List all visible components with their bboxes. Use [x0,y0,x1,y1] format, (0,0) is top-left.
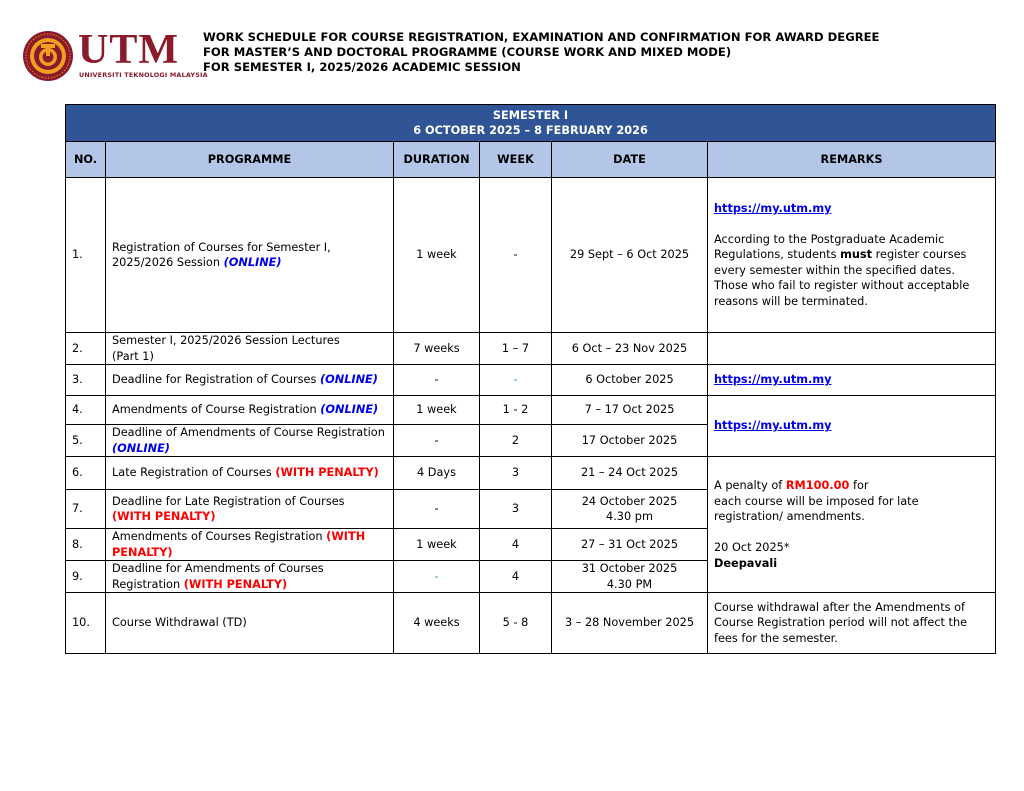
row-date: 6 Oct – 23 Nov 2025 [552,333,708,365]
myutm-link[interactable]: https://my.utm.my [714,373,832,387]
header-duration: DURATION [394,142,480,178]
utm-subtitle: UNIVERSITI TEKNOLOGI MALAYSIA [79,71,208,79]
row-date: 6 October 2025 [552,365,708,396]
row-no: 7. [66,490,106,529]
row-programme: Late Registration of Courses (WITH PENALTY) [106,457,394,490]
row-duration: 4 weeks [394,593,480,654]
row-no: 1. [66,178,106,333]
row-duration: - [394,490,480,529]
row-programme: Deadline of Amendments of Course Registration (ONLINE) [106,425,394,457]
row-no: 5. [66,425,106,457]
row-programme: Deadline for Registration of Courses (ONLINE) [106,365,394,396]
row-programme: Semester I, 2025/2026 Session Lectures (Part 1) [106,333,394,365]
row-week: 1 – 7 [480,333,552,365]
withdrawal-remark: Course withdrawal after the Amendments of Course Registration period will not affect the fees for the semester. [714,600,968,645]
online-tag: (ONLINE) [320,403,379,417]
schedule-table [65,104,996,654]
table-row [66,457,996,490]
row-date: 27 – 31 Oct 2025 [552,529,708,561]
row-no: 2. [66,333,106,365]
row-week: - [480,365,552,396]
header-programme: PROGRAMME [106,142,394,178]
row-date: 17 October 2025 [552,425,708,457]
document-title [203,30,879,76]
row-duration: 4 Days [394,457,480,490]
utm-seal-icon [22,30,74,82]
utm-wordmark: UTM [78,27,179,73]
row-date: 24 October 2025 4.30 pm [552,490,708,529]
online-tag: (ONLINE) [319,373,378,387]
title-line-2: FOR MASTER’S AND DOCTORAL PROGRAMME (COURSE WORK AND MIXED MODE) [203,45,732,60]
myutm-link[interactable]: https://my.utm.my [714,419,832,433]
header-no: NO. [66,142,106,178]
header-week: WEEK [480,142,552,178]
holiday-date: 20 Oct 2025* [714,541,790,554]
table-row [66,396,996,425]
row-programme: Course Withdrawal (TD) [106,593,394,654]
header-row [66,142,996,178]
table-row [66,593,996,654]
row-duration: 1 week [394,178,480,333]
row-date: 3 – 28 November 2025 [552,593,708,654]
row-remarks [708,365,996,396]
row-programme: Deadline for Amendments of Courses Registration (WITH PENALTY) [106,561,394,593]
row-programme: Amendments of Courses Registration (WITH PENALTY) [106,529,394,561]
title-line-1: WORK SCHEDULE FOR COURSE REGISTRATION, EXAMINATION AND CONFIRMATION FOR AWARD DEGREE [203,30,880,44]
row-date: 31 October 2025 4.30 PM [552,561,708,593]
registration-rule: According to the Postgraduate Academic Regulations, students must register courses every semester within the specified dates. Those who fail to register without acceptable reasons will be terminated. [714,232,970,308]
penalty-tag: (WITH PENALTY) [275,466,379,480]
row-no: 3. [66,365,106,396]
row-week: 5 - 8 [480,593,552,654]
holiday-name: Deepavali [714,556,778,570]
row-week: - [480,178,552,333]
penalty-tag: (WITH PENALTY) [112,510,216,523]
row-remarks [708,178,996,333]
row-programme: Deadline for Late Registration of Courses (WITH PENALTY) [106,490,394,529]
row-no: 6. [66,457,106,490]
semester-band [66,105,996,142]
row-duration: - [394,425,480,457]
row-duration: 1 week [394,529,480,561]
semester-range: 6 OCTOBER 2025 – 8 FEBRUARY 2026 [413,124,648,137]
penalty-tag: (WITH PENALTY) [112,530,366,559]
row-week: 4 [480,561,552,593]
row-date: 7 – 17 Oct 2025 [552,396,708,425]
row-no: 9. [66,561,106,593]
row-no: 8. [66,529,106,561]
row-programme: Amendments of Course Registration (ONLINE) [106,396,394,425]
row-remarks [708,333,996,365]
row-remarks [708,396,996,457]
header-date: DATE [552,142,708,178]
utm-logo [22,27,208,84]
row-duration: 7 weeks [394,333,480,365]
header-remarks: REMARKS [708,142,996,178]
table-row [66,333,996,365]
row-programme: Registration of Courses for Semester I, 2025/2026 Session (ONLINE) [106,178,394,333]
row-duration: - [394,365,480,396]
row-no: 4. [66,396,106,425]
semester-name: SEMESTER I [492,108,569,122]
row-remarks: A penalty of RM100.00 for each course will be imposed for late registration/ amendments. 20 Oct 2025* Deepavali [708,457,996,593]
myutm-link[interactable]: https://my.utm.my [714,201,832,215]
table-row [66,178,996,333]
online-tag: (ONLINE) [223,256,282,269]
row-duration: - [394,561,480,593]
online-tag: (ONLINE) [112,441,170,455]
row-remarks [708,593,996,654]
row-no: 10. [66,593,106,654]
row-week: 1 - 2 [480,396,552,425]
penalty-tag: (WITH PENALTY) [183,577,288,591]
penalty-amount: RM100.00 [785,479,850,492]
row-week: 4 [480,529,552,561]
penalty-remark: A penalty of RM100.00 for [714,479,869,492]
row-date: 21 – 24 Oct 2025 [552,457,708,490]
title-line-3: FOR SEMESTER I, 2025/2026 ACADEMIC SESSION [203,60,521,75]
row-week: 2 [480,425,552,457]
row-duration: 1 week [394,396,480,425]
row-date: 29 Sept – 6 Oct 2025 [552,178,708,333]
table-row [66,365,996,396]
row-week: 3 [480,457,552,490]
row-week: 3 [480,490,552,529]
